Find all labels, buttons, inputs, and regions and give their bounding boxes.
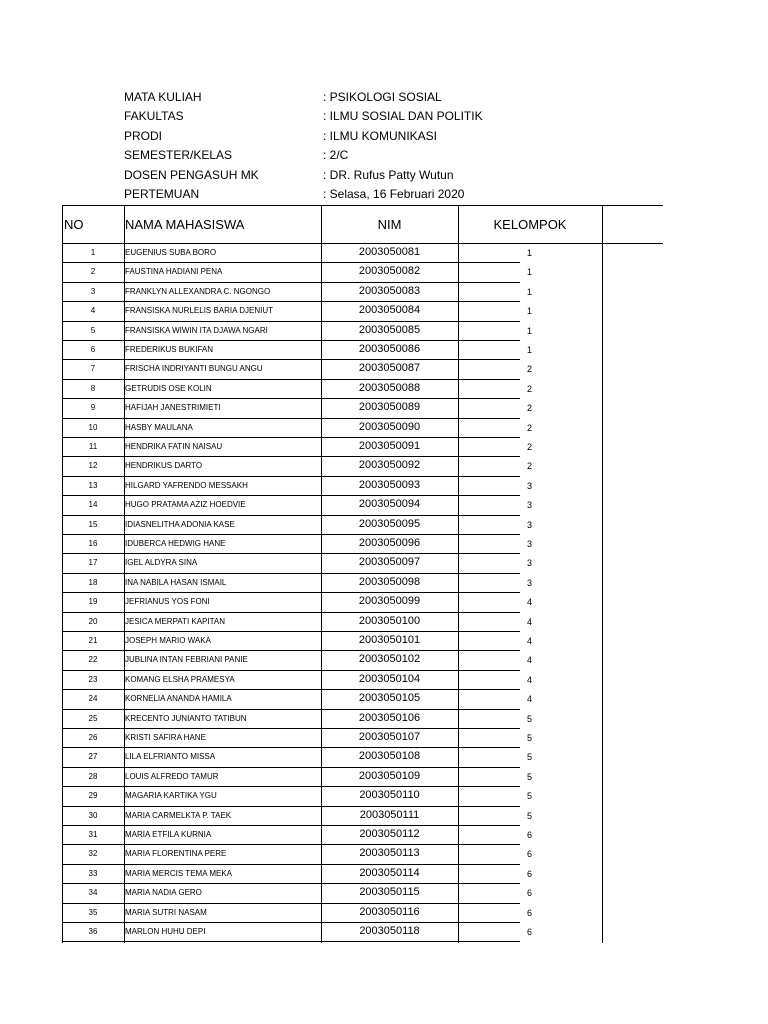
cell-nama: HASBY MAULANA xyxy=(125,422,193,432)
cell-no: 16 xyxy=(88,539,98,548)
cell-nim: 2003050116 xyxy=(359,905,420,918)
cell-nama: EUGENIUS SUBA BORO xyxy=(125,248,217,257)
table-row xyxy=(62,244,532,263)
cell-kelompok: 3 xyxy=(526,480,532,491)
cell-kelompok: 4 xyxy=(526,636,532,646)
header-no: NO xyxy=(64,217,84,232)
cell-nim: 2003050086 xyxy=(358,343,421,355)
cell-kelompok: 6 xyxy=(526,927,532,937)
table-row xyxy=(62,923,532,942)
info-label: SEMESTER/KELAS xyxy=(124,148,233,163)
cell-nim: 2003050093 xyxy=(358,478,421,491)
table-row xyxy=(62,438,532,457)
table-row xyxy=(62,768,532,787)
cell-nama: FRISCHA INDRIYANTI BUNGU ANGU xyxy=(125,364,263,374)
table-row xyxy=(62,884,532,903)
table-row xyxy=(62,865,532,884)
cell-kelompok: 5 xyxy=(526,752,532,763)
cell-nama: INA NABILA HASAN ISMAIL xyxy=(125,577,227,587)
table-row xyxy=(62,516,532,535)
cell-nim: 2003050094 xyxy=(358,498,421,511)
table-row xyxy=(62,283,532,302)
cell-no: 34 xyxy=(88,888,98,898)
cell-no: 3 xyxy=(90,286,96,296)
cell-nama: JOSEPH MARIO WAKA xyxy=(125,636,211,645)
cell-nama: FAUSTINA HADIANI PENA xyxy=(125,267,223,277)
cell-no: 10 xyxy=(88,422,98,432)
cell-kelompok: 1 xyxy=(526,286,532,297)
cell-kelompok: 2 xyxy=(526,422,532,433)
cell-no: 17 xyxy=(88,558,98,568)
cell-no: 4 xyxy=(90,306,96,316)
table-row xyxy=(62,496,532,515)
cell-nama: MARIA CARMELKTA P. TAEK xyxy=(125,810,232,820)
cell-kelompok: 6 xyxy=(526,830,532,840)
table-row xyxy=(62,807,532,826)
cell-kelompok: 6 xyxy=(526,849,532,860)
cell-no: 30 xyxy=(88,810,98,820)
cell-kelompok: 4 xyxy=(526,616,532,627)
cell-nim: 2003050088 xyxy=(358,381,421,394)
cell-kelompok: 5 xyxy=(526,791,532,802)
cell-nama: IGEL ALDYRA SINA xyxy=(125,558,198,568)
cell-nim: 2003050090 xyxy=(358,420,421,433)
cell-no: 32 xyxy=(88,849,98,859)
cell-no: 24 xyxy=(88,694,98,704)
cell-nama: JUBLINA INTAN FEBRIANI PANIE xyxy=(125,655,248,665)
cell-nama: FRANSISKA NURLELIS BARIA DJENIUT xyxy=(125,306,274,316)
cell-nim: 2003050101 xyxy=(358,634,421,646)
cell-nama: MARIA SUTRI NASAM xyxy=(125,907,207,917)
cell-kelompok: 3 xyxy=(526,539,532,549)
info-label: FAKULTAS xyxy=(124,109,184,124)
cell-nama: FRANKLYN ALLEXANDRA C. NGONGO xyxy=(125,286,271,296)
cell-nim: 2003050095 xyxy=(358,517,421,530)
cell-kelompok: 2 xyxy=(526,403,532,414)
cell-nim: 2003050092 xyxy=(358,459,421,472)
cell-nim: 2003050113 xyxy=(359,847,420,860)
cell-kelompok: 5 xyxy=(526,810,532,821)
cell-nama: MARLON HUHU DEPI xyxy=(125,927,206,936)
cell-nim: 2003050087 xyxy=(358,362,421,375)
cell-kelompok: 6 xyxy=(526,907,532,918)
table-row xyxy=(62,671,532,690)
cell-no: 6 xyxy=(90,345,96,354)
header-nama: NAMA MAHASISWA xyxy=(125,217,245,232)
info-value: : DR. Rufus Patty Wutun xyxy=(323,167,454,182)
cell-kelompok: 5 xyxy=(526,771,532,782)
table-row xyxy=(62,574,532,593)
cell-no: 26 xyxy=(88,733,98,742)
cell-nama: FREDERIKUS BUKIFAN xyxy=(125,345,214,354)
table-row xyxy=(62,419,532,438)
cell-nama: JEFRIANUS YOS FONI xyxy=(125,597,210,607)
cell-nim: 2003050102 xyxy=(358,653,421,666)
table-row xyxy=(62,787,532,806)
table-row xyxy=(62,710,532,729)
cell-kelompok: 1 xyxy=(526,345,532,355)
cell-no: 23 xyxy=(88,674,98,684)
cell-nim: 2003050115 xyxy=(359,886,420,899)
cell-nim: 2003050100 xyxy=(358,614,421,627)
column-border xyxy=(602,205,603,943)
cell-kelompok: 2 xyxy=(526,383,532,394)
cell-no: 14 xyxy=(88,500,98,510)
cell-nama: HUGO PRATAMA AZIZ HOEDVIE xyxy=(125,500,246,510)
table-row xyxy=(62,380,532,399)
cell-nim: 2003050114 xyxy=(359,866,420,879)
cell-nim: 2003050091 xyxy=(358,440,421,452)
cell-no: 9 xyxy=(90,403,96,413)
cell-no: 8 xyxy=(90,383,96,393)
cell-kelompok: 2 xyxy=(526,364,532,375)
cell-nim: 2003050089 xyxy=(358,401,421,414)
table-row xyxy=(62,477,532,496)
table-row xyxy=(62,322,532,341)
table-row xyxy=(62,593,532,612)
cell-nama: MARIA ETFILA KURNIA xyxy=(125,830,212,839)
table-row xyxy=(62,554,532,573)
cell-nama: JESICA MERPATI KAPITAN xyxy=(125,616,226,626)
header-kelompok: KELOMPOK xyxy=(493,217,567,232)
cell-kelompok: 5 xyxy=(526,733,532,743)
cell-kelompok: 3 xyxy=(526,500,532,511)
cell-kelompok: 4 xyxy=(526,655,532,666)
info-value: : ILMU SOSIAL DAN POLITIK xyxy=(323,109,483,124)
table-row xyxy=(62,263,532,282)
info-value: : 2/C xyxy=(323,148,349,163)
cell-kelompok: 1 xyxy=(526,248,532,258)
cell-nim: 2003050081 xyxy=(358,246,421,258)
cell-kelompok: 2 xyxy=(526,461,532,472)
cell-no: 25 xyxy=(88,713,98,723)
cell-nim: 2003050098 xyxy=(358,575,421,588)
table-row xyxy=(62,360,532,379)
cell-nama: HENDRIKUS DARTO xyxy=(125,461,203,471)
cell-nama: KRECENTO JUNIANTO TATIBUN xyxy=(125,713,247,723)
cell-no: 19 xyxy=(88,597,98,607)
cell-no: 29 xyxy=(88,791,98,801)
cell-no: 31 xyxy=(88,830,98,839)
cell-nama: IDUBERCA HEDWIG HANE xyxy=(125,539,226,548)
info-label: PRODI xyxy=(124,128,163,143)
cell-nama: LOUIS ALFREDO TAMUR xyxy=(125,771,219,781)
table-row xyxy=(62,632,532,651)
cell-no: 36 xyxy=(88,927,98,936)
cell-no: 12 xyxy=(88,461,98,471)
cell-nim: 2003050105 xyxy=(358,692,421,705)
cell-nim: 2003050099 xyxy=(358,595,421,608)
cell-kelompok: 3 xyxy=(526,558,532,569)
cell-nama: MAGARIA KARTIKA YGU xyxy=(125,791,217,801)
table-row xyxy=(62,826,532,845)
table-row xyxy=(62,535,532,554)
cell-nama: HENDRIKA FATIN NAISAU xyxy=(125,442,223,451)
cell-nim: 2003050096 xyxy=(358,537,421,549)
cell-no: 21 xyxy=(88,636,98,645)
cell-nama: KOMANG ELSHA PRAMESYA xyxy=(125,674,235,684)
cell-nim: 2003050097 xyxy=(358,556,421,569)
table-row xyxy=(62,613,532,632)
cell-kelompok: 6 xyxy=(526,868,532,879)
info-label: DOSEN PENGASUH MK xyxy=(124,167,259,182)
cell-nim: 2003050106 xyxy=(358,711,421,724)
cell-nama: IDIASNELITHA ADONIA KASE xyxy=(125,519,235,529)
cell-nama: KORNELIA ANANDA HAMILA xyxy=(125,694,232,704)
cell-nama: HAFIJAH JANESTRIMIETI xyxy=(125,403,221,413)
cell-no: 13 xyxy=(88,480,98,490)
cell-kelompok: 4 xyxy=(526,694,532,705)
cell-nama: MARIA MERCIS TEMA MEKA xyxy=(125,868,232,878)
cell-nama: MARIA FLORENTINA PERE xyxy=(125,849,227,859)
cell-no: 18 xyxy=(88,577,98,587)
cell-nama: LILA ELFRIANTO MISSA xyxy=(125,752,216,762)
cell-kelompok: 6 xyxy=(526,888,532,899)
cell-nim: 2003050104 xyxy=(358,672,421,685)
cell-no: 15 xyxy=(88,519,98,529)
cell-nama: KRISTI SAFIRA HANE xyxy=(125,733,206,742)
cell-no: 28 xyxy=(88,771,98,781)
cell-kelompok: 1 xyxy=(526,306,532,317)
cell-nim: 2003050111 xyxy=(359,808,420,821)
cell-nim: 2003050083 xyxy=(358,284,421,297)
cell-kelompok: 3 xyxy=(526,519,532,530)
header-nim: NIM xyxy=(377,217,402,232)
table-row xyxy=(62,729,532,748)
cell-no: 5 xyxy=(90,325,96,335)
cell-nim: 2003050082 xyxy=(358,265,421,278)
info-label: MATA KULIAH xyxy=(124,90,202,104)
cell-kelompok: 4 xyxy=(526,597,532,608)
cell-no: 35 xyxy=(88,907,98,917)
cell-nama: FRANSISKA WIWIN ITA DJAWA NGARI xyxy=(125,325,268,335)
table-row xyxy=(62,690,532,709)
cell-no: 33 xyxy=(88,868,98,878)
cell-no: 20 xyxy=(88,616,98,626)
cell-nim: 2003050109 xyxy=(358,769,421,782)
cell-nim: 2003050112 xyxy=(359,828,420,840)
table-row xyxy=(62,341,532,360)
cell-kelompok: 4 xyxy=(526,674,532,685)
table-row xyxy=(62,457,532,476)
cell-nama: HILGARD YAFRENDO MESSAKH xyxy=(125,480,248,490)
student-table xyxy=(62,205,663,943)
cell-kelompok: 3 xyxy=(526,577,532,588)
cell-nim: 2003050118 xyxy=(359,925,420,937)
table-row xyxy=(62,748,532,767)
cell-nim: 2003050110 xyxy=(359,789,420,802)
cell-nim: 2003050085 xyxy=(358,323,421,336)
table-row xyxy=(62,399,532,418)
cell-kelompok: 5 xyxy=(526,713,532,724)
cell-nim: 2003050084 xyxy=(358,304,421,317)
info-value: : Selasa, 16 Februari 2020 xyxy=(323,186,465,201)
cell-no: 22 xyxy=(88,655,98,665)
cell-no: 7 xyxy=(90,364,96,374)
cell-nim: 2003050108 xyxy=(358,750,421,763)
cell-kelompok: 2 xyxy=(526,442,532,452)
cell-nama: GETRUDIS OSE KOLIN xyxy=(125,383,212,393)
table-row xyxy=(62,651,532,670)
info-label: PERTEMUAN xyxy=(124,186,200,201)
cell-no: 1 xyxy=(90,248,96,257)
info-value: : ILMU KOMUNIKASI xyxy=(323,128,438,143)
cell-no: 11 xyxy=(88,442,98,451)
info-value: : PSIKOLOGI SOSIAL xyxy=(323,90,442,104)
cell-kelompok: 1 xyxy=(526,325,532,336)
cell-kelompok: 1 xyxy=(526,267,532,278)
cell-nim: 2003050107 xyxy=(358,731,421,743)
cell-nama: MARIA NADIA GERO xyxy=(125,888,202,898)
table-row xyxy=(62,302,532,321)
table-row xyxy=(62,845,532,864)
cell-no: 27 xyxy=(88,752,98,762)
cell-no: 2 xyxy=(90,267,96,277)
table-row xyxy=(62,904,532,923)
